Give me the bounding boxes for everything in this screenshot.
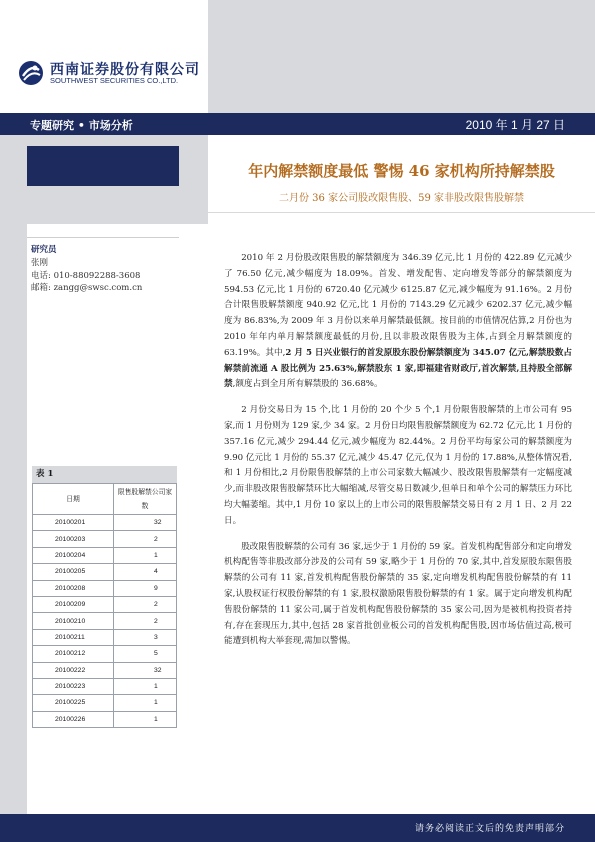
table-body — [33, 515, 177, 728]
cell-date: 20100201 — [33, 515, 114, 531]
table-row — [33, 646, 177, 662]
company-logo — [18, 58, 228, 88]
cell-date: 20100211 — [33, 629, 114, 645]
table-row — [33, 580, 177, 596]
analyst-phone: 电话: 010-88092288-3608 — [31, 270, 141, 281]
analyst-name: 张刚 — [31, 257, 49, 268]
cell-count: 2 — [114, 531, 177, 547]
cell-count: 4 — [114, 564, 177, 580]
p1-text-c: ,额度占到全月所有解禁股的 36.68%。 — [232, 379, 383, 390]
cell-date: 20100225 — [33, 695, 114, 711]
cell-count: 3 — [114, 629, 177, 645]
table-title: 表 1 — [32, 466, 177, 483]
analyst-role: 研究员 — [31, 245, 57, 255]
company-name-en: SOUTHWEST SECURITIES CO.,LTD. — [50, 76, 179, 85]
table-row — [33, 711, 177, 727]
report-title: 年内解禁额度最低 警惕 46 家机构所持解禁股 — [248, 162, 555, 180]
cell-count: 1 — [114, 547, 177, 563]
cell-count: 1 — [114, 711, 177, 727]
cell-count: 32 — [114, 515, 177, 531]
title-divider — [208, 212, 595, 213]
col-header-date: 日期 — [33, 484, 114, 515]
unlock-table — [32, 466, 177, 728]
table-row — [33, 564, 177, 580]
table-row — [33, 629, 177, 645]
cell-date: 20100205 — [33, 564, 114, 580]
analyst-info — [31, 244, 142, 295]
p1-text-bold: 2 月 5 日兴业银行的首发原股东股份解禁额度为 345.07 亿元,解禁股数占解禁前流通 A 股比例为 25.63%,解禁股东 1 家,即福建省财政厅,首次解禁,且持股全部解禁 — [224, 347, 572, 390]
table-row — [33, 695, 177, 711]
body-paragraph-1 — [224, 251, 572, 393]
table-row — [33, 596, 177, 612]
cell-date: 20100223 — [33, 678, 114, 694]
report-subtitle: 二月份 36 家公司股改限售股、59 家非股改限售股解禁 — [279, 193, 524, 204]
cell-count: 2 — [114, 613, 177, 629]
cell-count: 9 — [114, 580, 177, 596]
cell-date: 20100222 — [33, 662, 114, 678]
p1-text-a: 2010 年 2 月份股改限售股的解禁额度为 346.39 亿元,比 1 月份的 422.89 亿元减少了 76.50 亿元,减少幅度为 18.09%。首发、增发配售、定向增发等部分的解禁额度为 594.53 亿元,比 1 月份的 6720.40 亿元减少 6125.87 亿元,减少幅度为 91.16%。2 月份合计限售股解禁额度 940.92 亿元,比 1 月份的 7143.29 亿元减少 6202.37 亿元,减少幅度为 86.83%,为 2009 年 3 月份以来单月解禁最低额。按目前的市值情况估算,2 月份也为 2010 年年内单月解禁额度最低的月份,且以非股改限售股为主体,占到全月解禁额度的 63.19%。其中, — [224, 253, 572, 358]
table-row — [33, 531, 177, 547]
cell-date: 20100204 — [33, 547, 114, 563]
table-row — [33, 662, 177, 678]
cell-date: 20100208 — [33, 580, 114, 596]
header-grey-panel — [208, 0, 595, 113]
body-paragraph-3: 股改限售股解禁的公司有 36 家,远少于 1 月份的 59 家。首发机构配售部分和定向增发机构配售等非股改部分涉及的公司有 59 家,略少于 1 月份的 70 家,其中,首发原股东限售股解禁的公司有 11 家,首发机构配售股份解禁的 35 家,定向增发机构配售股份解禁的有 11 家,认股权证行权股份解禁的有 1 家,股权激励限售股份解禁的有 1 家。属于定向增发机构配售股份解禁的 11 家公司,属于首发机构配售股份解禁的 35 家公司,因为是被机构投资者持有,存在套现压力,其中,包括 28 家首批创业板公司的首发机构配售股,因市场估值过高,极可能遭到机构大举套现,需加以警惕。 — [224, 541, 572, 647]
analyst-divider — [27, 237, 179, 238]
table-row — [33, 547, 177, 563]
cell-date: 20100212 — [33, 646, 114, 662]
company-name-cn: 西南证券股份有限公司 — [50, 62, 200, 78]
report-category: 专题研究 • 市场分析 — [30, 119, 133, 132]
cell-count: 5 — [114, 646, 177, 662]
table-row — [33, 613, 177, 629]
cell-date: 20100226 — [33, 711, 114, 727]
body-paragraph-2: 2 月份交易日为 15 个,比 1 月份的 20 个少 5 个,1 月份限售股解禁的上市公司有 95 家,而 1 月份则为 129 家,少 34 家。2 月份日均限售股解禁额度为 62.72 亿元,比 1 月份的 357.16 亿元,减少 294.44 亿元,减少幅度为 82.44%。2 月份平均每家公司的解禁额度为 9.90 亿元比 1 月份的 55.37 亿元,减少 45.47 亿元,仅为 1 月份的 17.88%,从整体情况看,和 1 月份相比,2 月份限售股解禁的上市公司家数大幅减少、股改限售股解禁有一定幅度减少,而非股改限售股解禁环比大幅缩减,尽管交易日数减少,但单日和单个公司的解禁压力环比均大幅萎缩。其中,1 月份 10 家以上的上市公司的限售股解禁交易日有 2 月 1 日、2 月 22 日。 — [224, 405, 572, 526]
cell-count: 1 — [114, 678, 177, 694]
cell-date: 20100209 — [33, 596, 114, 612]
cell-count: 1 — [114, 695, 177, 711]
disclaimer-link[interactable]: 请务必阅读正文后的免责声明部分 — [414, 824, 565, 834]
table-row — [33, 515, 177, 531]
data-table — [32, 483, 177, 728]
swsc-logo-icon — [18, 60, 44, 86]
cell-count: 32 — [114, 662, 177, 678]
cell-count: 2 — [114, 596, 177, 612]
left-grey-strip — [0, 224, 27, 814]
report-body — [224, 251, 572, 660]
table-row — [33, 678, 177, 694]
cell-date: 20100203 — [33, 531, 114, 547]
col-header-count: 限售股解禁公司家数 — [114, 484, 177, 515]
analyst-email[interactable]: 邮箱: zangg@swsc.com.cn — [31, 283, 143, 294]
cell-date: 20100210 — [33, 613, 114, 629]
navy-decor-block — [27, 146, 179, 186]
report-date: 2010 年 1 月 27 日 — [465, 118, 565, 132]
